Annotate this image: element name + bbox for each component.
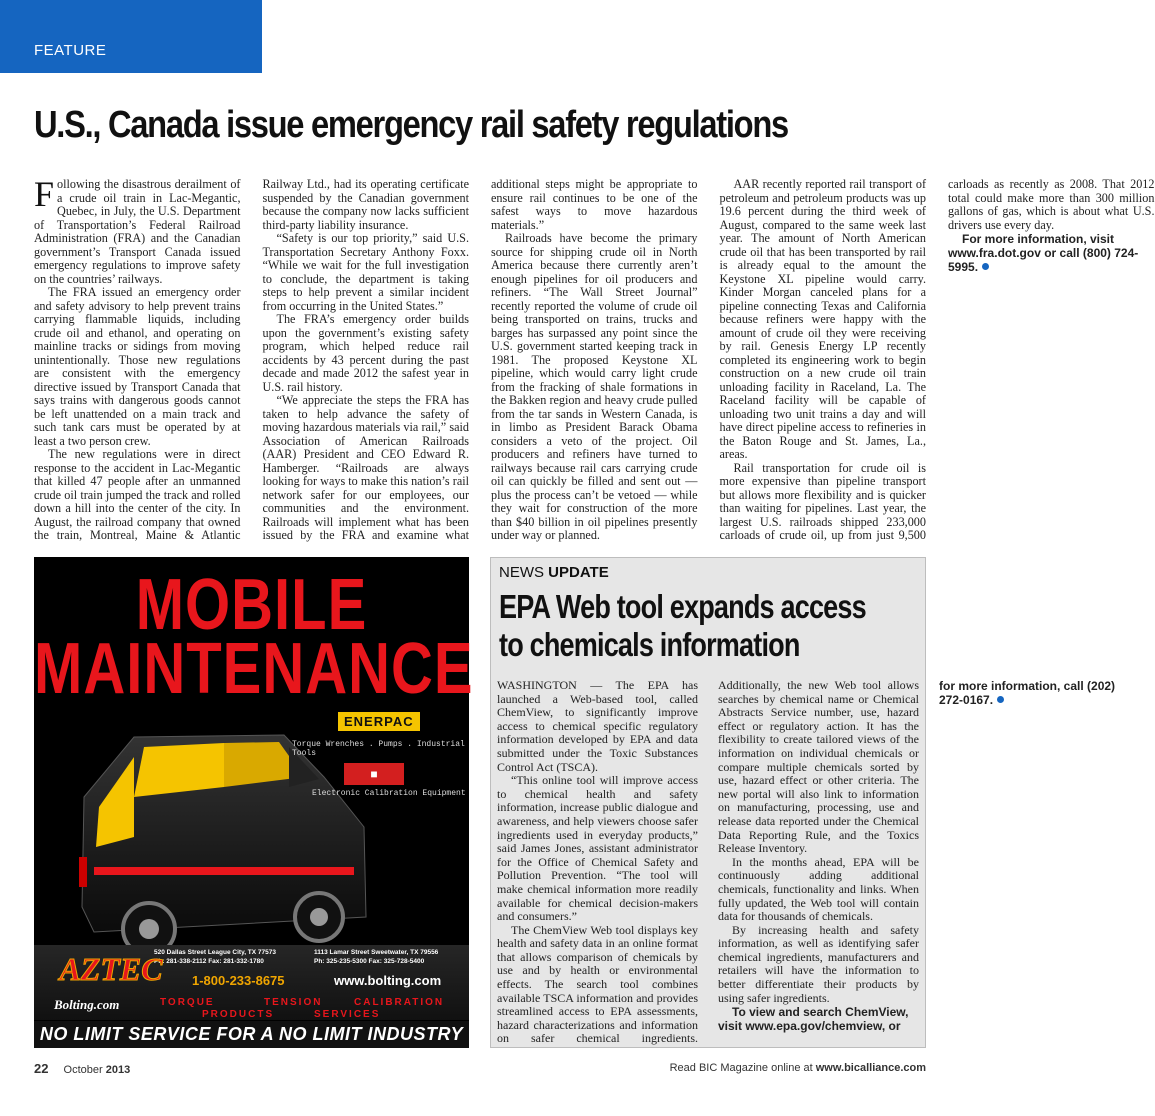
article-paragraph: The FRA issued an emergency order and safety advisory to help prevent trains carrying flammable liquids, including crude oil and ethanol, and operating on mainline tracks or sidings from moving unintentionally. Those new regulations are consistent with the emergency directive issued by Transport Canada that says trains with dangerous goods cannot be left unattended on a main track and such tank cars must be operated by at least a two person crew. <box>34 285 241 448</box>
service-torque: TORQUE <box>160 997 215 1008</box>
article-paragraph: The FRA’s emergency order builds upon the government’s existing safety program, which helped reduce rail accidents by 43 percent during the past decade and made 2012 the safest year in U.S. rail history. <box>262 312 469 394</box>
advertisement[interactable] <box>34 557 474 1048</box>
article-paragraph: The new regulations were in direct response to the accident in Lac-Megantic that killed 47 people after an unmanned crude oil train jumped the track and rolled down a hill into the center of the city. In August, the railroad company that owned the train, Montreal, Maine & Atlantic Railway Ltd., had its operating certificate suspended by the Canadian government because the company now lacks sufficient third-party liability insurance. <box>34 177 469 542</box>
aztec-logo: AZTEC <box>59 951 163 987</box>
page-number: 22 <box>34 1061 49 1076</box>
aztec-logo-sub: Bolting.com <box>54 997 120 1012</box>
news-kicker: NEWS UPDATE <box>499 564 609 581</box>
ad-title-line2: MAINTENANCE <box>34 627 474 710</box>
more-info-link[interactable]: For more information, visit www.fra.dot.gov or call (800) 724-5995. <box>948 232 1139 274</box>
article-paragraph: “We appreciate the steps the FRA has taken to help advance the safety of moving hazardous materials via rail,” said Association of American Railroads (AAR) President and CEO Edward R. Hamberger. “Railroads are always looking for ways to make this nation’s rail network safer for our employees, our communities and the environment. Railroads will implement what has been issued by the FRA and examine what additional steps might be appropriate to ensure rail continues to be one of the safest ways to move hazardous materials.” <box>262 177 698 542</box>
news-paragraph: The ChemView Web tool displays key health and safety data in an online format that allows comparison of chemicals by use and by health or environmental effects. The search tool combines available TSCA information and provides streamlined access to EPA assessments, hazard characterizations and information on safer chemical ingredients. Additionally, the new Web tool allows searches by chemical name or Chemical Abstracts Service number, use, hazard effect or regulatory action. It has the flexibility to create tailored views of the information on individual chemicals or compare multiple chemicals sorted by use, hazard effect or other criteria. The new portal will also link to information on manufacturing, processing, use and release data reported under the Chemical Data Reporting Rule, and the Toxics Release Inventory. <box>497 678 919 1046</box>
article-paragraph: AAR recently reported rail transport of petroleum and petroleum products was up 19.6 percent during the third week of August, compared to the same week last year. The amount of North American crude oil that has been transported by rail is already equal to the amount the Keystone XL pipeline would carry. Kinder Morgan canceled plans for a pipeline connecting Texas and California because refiners were happy with the amount of crude oil they were receiving by rail. Genesis Energy LP recently completed its engineering work to begin construction on a new crude oil train unloading facility in Raceland, La. The Raceland facility will be capable of unloading two unit trains a day and will have direct pipeline access to refineries in the Baton Rouge and St. James, La., areas. <box>719 177 926 461</box>
enerpac-logo: ENERPAC <box>338 712 420 731</box>
article-paragraph: “Safety is our top priority,” said U.S. Transportation Secretary Anthony Foxx. “While we wait for the full investigation to conclude, the department is taking steps to help prevent a similar incident from occurring in the United States.” <box>262 231 469 313</box>
enerpac-tagline: Torque Wrenches . Pumps . Industrial Tools <box>292 740 465 758</box>
news-paragraph: “This online tool will improve access to chemical health and safety information, increase public dialogue and awareness, and help viewers choose safer ingredients used in everyday products,” said James Jones, assistant administrator for the Office of Chemical Safety and Pollution Prevention. “The tool will make chemical information more readily available for chemical decision-makers and consumers.” <box>497 773 698 924</box>
phone-sweetwater: Ph: 325-235-5300 Fax: 325-728-5400 <box>314 958 425 965</box>
article-paragraph: Railroads have become the primary source for shipping crude oil in North America because there currently aren’t enough pipelines for oil producers and refiners. “The Wall Street Journal” recently reported the volume of crude oil being transported on trains, trucks and barges has surpassed any point since the U.S. government started keeping track in 1981. The proposed Keystone XL pipeline, which would carry light crude from the fracking of shale formations in the Bakken region and heavy crude pulled from the tar sands in Western Canada, is in limbo as President Barack Obama considers a veto of the project. Oil producers and refiners have turned to railways because rail cars carrying crude oil can quickly be filled and sent out — plus the process can’t be vetoed — while they wait for construction of the more than $40 billion in oil pipelines presently under way or planned. <box>491 231 698 542</box>
news-body <box>497 678 1116 1047</box>
article-paragraph: Following the disastrous derailment of a crude oil train in Lac-Megantic, Quebec, in July, the U.S. Department of Transportation’s Federal Railroad Administration (FRA) and the Canadian government’s Transport Canada issued emergency regulations to improve safety on the countries’ railways. <box>34 174 241 286</box>
issue-date: October 2013 <box>63 1064 131 1076</box>
phone-league-city: Ph: 281-338-2112 Fax: 281-332-1780 <box>154 958 264 965</box>
service-calibration: CALIBRATION <box>354 997 445 1008</box>
article-paragraph: Rail transportation for crude oil is more expensive than pipeline transport but allows more flexibility and is quicker than waiting for pipelines. Last year, the largest U.S. railroads shipped 233,000 carloads of crude oil, up from just 9,500 carloads as recently as 2008. That 2012 total could make more than 300 million gallons of gas, which is about what U.S. drivers use every day. <box>719 177 1155 542</box>
service-services: SERVICES <box>314 1009 381 1020</box>
news-headline: EPA Web tool expands access to chemicals information <box>499 588 866 663</box>
drop-cap: F <box>34 174 55 214</box>
calibration-logo: ■ <box>344 763 404 785</box>
end-dot-icon <box>997 696 1004 703</box>
article-headline: U.S., Canada issue emergency rail safety regulations <box>34 104 788 146</box>
service-tension: TENSION <box>264 997 323 1008</box>
footer-page-info <box>34 1061 130 1076</box>
footer-website[interactable]: Read BIC Magazine online at www.bicalliance.com <box>669 1062 926 1074</box>
ad-tagline: NO LIMIT SERVICE FOR A NO LIMIT INDUSTRY <box>34 1021 469 1048</box>
news-paragraph: By increasing health and safety information, as well as identifying safer chemical ingredients, manufacturers and retailers will have the information to better differentiate their products by using safer ingredients. <box>718 922 919 1005</box>
address-league-city: 520 Dallas Street League City, TX 77573 <box>154 949 276 956</box>
news-paragraph: In the months ahead, EPA will be continuously adding additional chemicals, functionality and links. When fully updated, the Web tool will contain data for thousands of chemicals. <box>718 854 919 924</box>
news-update-box <box>490 557 1116 1048</box>
end-dot-icon <box>982 263 989 270</box>
service-products: PRODUCTS <box>202 1009 275 1020</box>
section-label: FEATURE <box>0 0 262 73</box>
address-sweetwater: 1113 Lamar Street Sweetwater, TX 79556 <box>314 949 439 956</box>
article-body <box>34 174 1155 550</box>
ad-title-line1: MOBILE <box>135 563 368 646</box>
news-paragraph: WASHINGTON — The EPA has launched a Web-based tool, called ChemView, to significantly improve access to chemical specific regulatory information developed by EPA and data submitted under the Toxic Substances Control Act (TSCA). <box>497 678 698 774</box>
ad-website-link[interactable]: www.bolting.com <box>334 973 442 988</box>
news-more-info-link[interactable]: To view and search ChemView, visit www.epa.gov/chemview, or for more information, call (202) 272-0167. <box>718 679 1116 1034</box>
ad-phone-number[interactable]: 1-800-233-8675 <box>192 973 285 988</box>
calibration-tagline: Electronic Calibration Equipment <box>312 789 466 798</box>
